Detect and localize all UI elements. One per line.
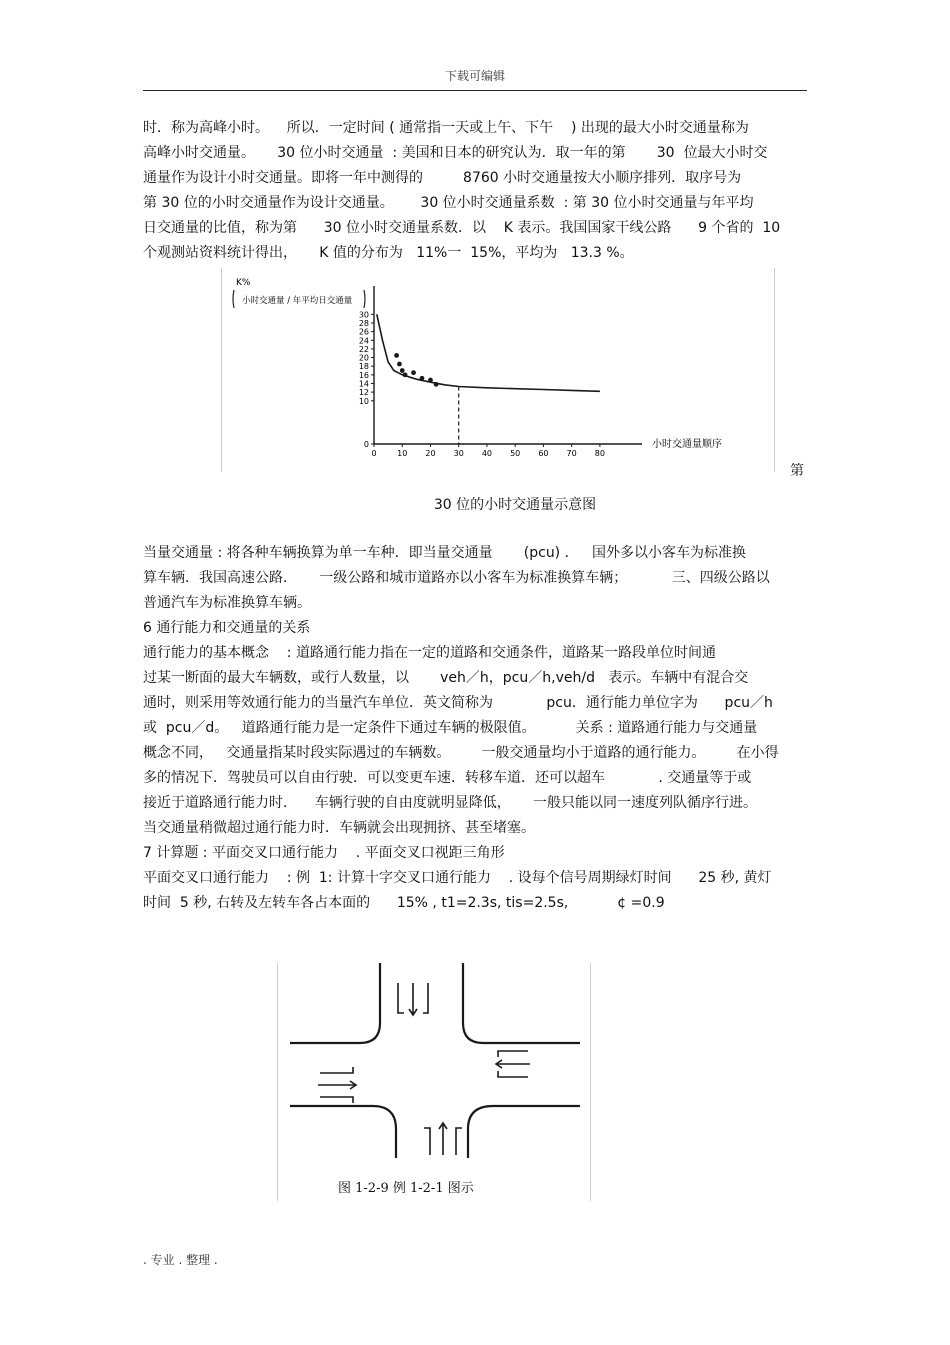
chart-svg [222,268,774,472]
arrows-north [398,983,428,1015]
y-tick-label: 22 [358,344,369,354]
header-rule [143,90,807,91]
page-header: 下载可编辑 [444,69,505,83]
curb-top-right [463,963,580,1043]
text-line: 个观测站资料统计得出， K 值的分布为 11%一 15%，平均为 13.3 %。 [143,245,634,261]
text-line: 或 pcu／d。 道路通行能力是一定条件下通过车辆的极限值。 关系 : 道路通行能力与交通量 [143,720,758,736]
x-tick-label: 70 [566,449,577,458]
figure-2-caption: 图 1-2-9 例 1-2-1 图示 [338,1181,474,1196]
x-tick-label: 0 [371,449,377,458]
text-line: 普通汽车为标准换算车辆。 [143,595,311,611]
y-axis-unit: K% [236,278,251,288]
y-axis-label: 小时交通量 / 年平均日交通量 [242,296,353,306]
road-edges [290,963,580,1158]
bracket-left [233,290,234,308]
intersection-svg [278,963,590,1201]
text-line: 平面交叉口通行能力 : 例 1: 计算十字交叉口通行能力 . 设每个信号周期绿灯时间 25 秒, 黄灯 [143,870,772,886]
text-line: 通量作为设计小时交通量。即将一年中测得的 8760 小时交通量按大小顺序排列．取序号为 [143,170,742,186]
section-heading: 7 计算题 : 平面交叉口通行能力 . 平面交叉口视距三角形 [143,845,505,861]
data-point [434,382,439,387]
y-tick-label: 30 [358,310,369,320]
text-line: 日交通量的比值，称为第 30 位小时交通量系数．以 K 表示。我国国家干线公路 9 个省的 10 [143,220,781,236]
figure-30th-hour-chart [221,268,775,472]
text-line: 高峰小时交通量。 30 位小时交通量 : 美国和日本的研究认为．取一年的第 30 位最大小时交 [143,145,768,161]
paragraph-2 [143,541,815,916]
arrows-west [318,1067,356,1103]
x-axis-label: 小时交通量顺序 [652,439,722,450]
y-tick-label: 0 [363,440,369,449]
text-line: 接近于道路通行能力时． 车辆行驶的自由度就明显降低， 一般只能以同一速度列队循序行进。 [143,795,758,811]
text-line: 过某一断面的最大车辆数，或行人数量，以 veh／h，pcu／h,veh/d 表示。车辆中有混合交 [143,670,749,686]
curb-top-left [290,963,380,1043]
arrows-east [496,1051,530,1077]
x-tick-label: 60 [538,449,549,458]
series-line [377,314,600,391]
data-point [428,378,433,383]
text-line: 时．称为高峰小时。 所以．一定时间 ( 通常指一天或上午、下午 ) 出现的最大小时交通量称为 [143,120,749,136]
data-point [403,372,408,377]
data-point [411,370,416,375]
data-point [397,362,402,367]
paragraph-1 [143,116,815,266]
page-footer: . 专业 . 整理 . [143,1253,218,1267]
y-tick-label: 10 [358,396,369,406]
x-tick-label: 20 [425,449,436,458]
x-tick-label: 40 [481,449,493,458]
bracket-right [364,290,365,308]
y-tick-label: 16 [358,370,369,380]
text-line: 多的情况下．驾驶员可以自由行驶．可以变更车速．转移车道．还可以超车 . 交通量等于或 [143,770,752,786]
text-line: 通时，则采用等效通行能力的当量汽车单位．英文简称为 pcu．通行能力单位字为 pcu／h [143,695,773,711]
text-line: 当交通量稍微超过通行能力时．车辆就会出现拥挤、甚至堵塞。 [143,820,535,836]
section-heading: 6 通行能力和交通量的关系 [143,620,311,636]
y-tick-label: 18 [358,362,369,372]
y-tick-label: 14 [358,379,369,389]
x-tick-label: 30 [453,449,464,458]
figure-intersection-diagram [277,963,591,1201]
y-tick-label: 24 [358,336,369,346]
data-point [420,376,425,381]
y-tick-label: 12 [358,388,369,398]
x-tick-label: 80 [594,449,605,458]
text-line: 第 30 位的小时交通量作为设计交通量。 30 位小时交通量系数 : 第 30 位小时交通量与年平均 [143,195,754,211]
y-tick-label: 28 [358,318,369,328]
data-point [400,368,405,373]
text-line: 当量交通量 : 将各种车辆换算为单一车种．即当量交通量 (pcu) ． 国外多以小客车为标准换 [143,545,746,561]
figure-1-caption: 30 位的小时交通量示意图 [433,497,597,513]
x-tick-label: 10 [397,449,408,458]
x-tick-label: 50 [510,449,521,458]
text-line: 概念不同， 交通量指某时段实际遇过的车辆数。 一般交通量均小于道路的通行能力。 在小得 [143,745,779,761]
side-char: 第 [790,463,804,479]
text-line: 算车辆．我国高速公路． 一级公路和城市道路亦以小客车为标准换算车辆； 三、四级公路以 [143,570,770,586]
text-line: 通行能力的基本概念 : 道路通行能力指在一定的道路和交通条件，道路某一路段单位时间通 [143,645,716,661]
data-point [394,353,399,358]
arrows-south [424,1123,462,1155]
y-tick-label: 20 [358,353,369,363]
text-line: 时间 5 秒, 右转及左转车各占本面的 15% , t1=2.3s, tis=2.5s, ¢ =0.9 [143,895,665,911]
y-tick-label: 26 [358,327,369,337]
curb-bottom-right [468,1106,580,1158]
curb-bottom-left [290,1106,396,1158]
